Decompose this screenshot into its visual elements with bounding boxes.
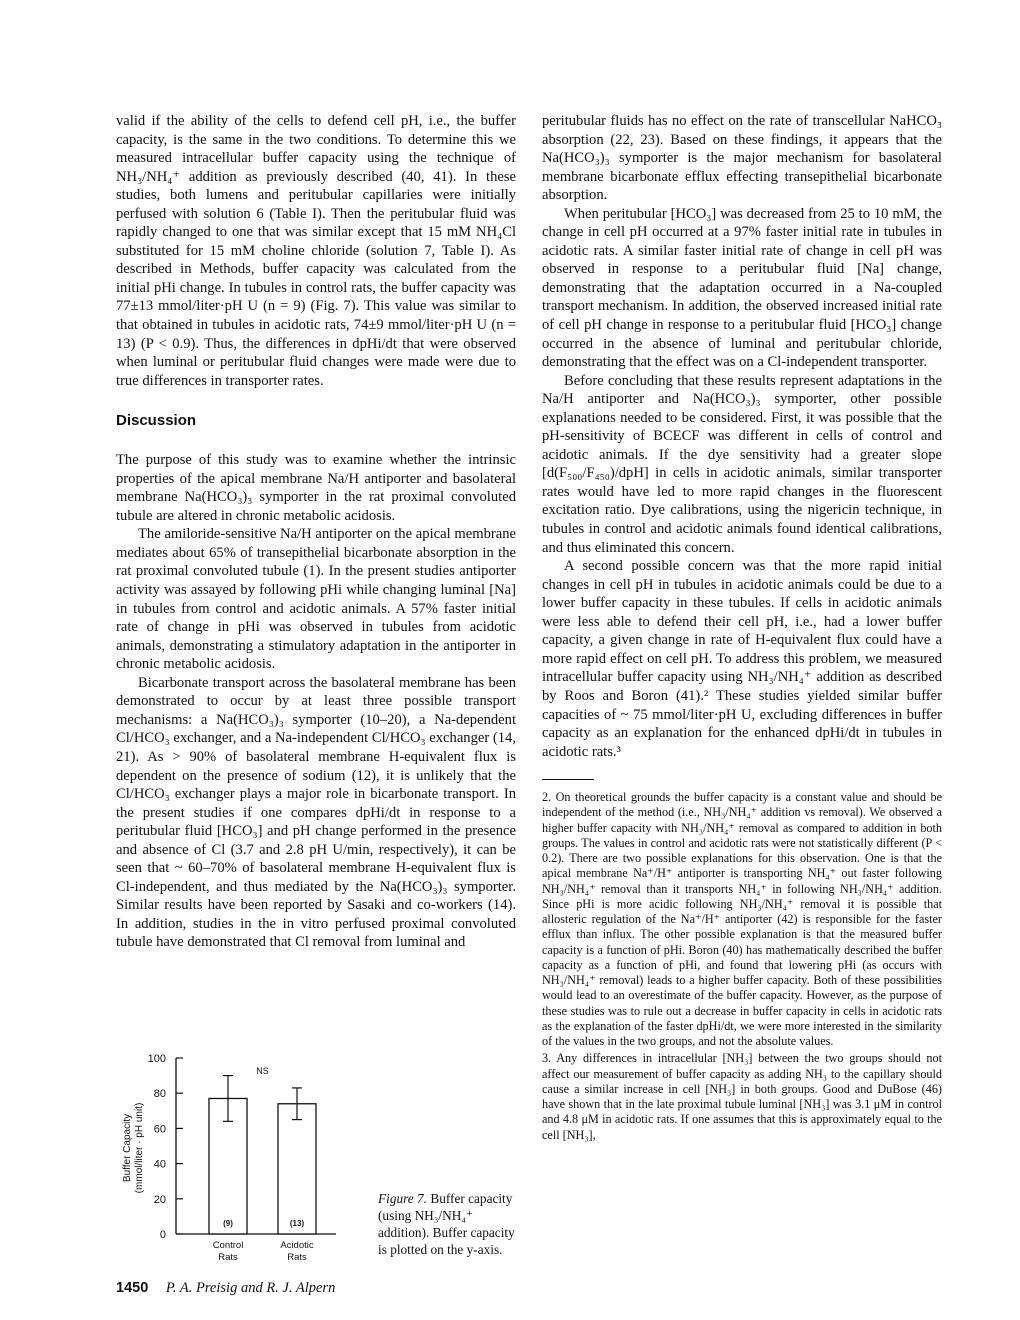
paragraph: The purpose of this study was to examine whether the intrinsic properties of the apical membrane Na/H antiporter and basolateral membrane Na(HCO₃)₃ symporter in the rat proximal convoluted tubule are altered in chronic metabolic acidosis. xyxy=(116,452,516,524)
y-tick-label: 100 xyxy=(147,1053,166,1065)
running-authors: P. A. Preisig and R. J. Alpern xyxy=(165,1280,336,1296)
x-tick-label: Acidotic xyxy=(280,1240,314,1251)
figure-caption xyxy=(378,1190,526,1258)
significance-annotation: NS xyxy=(256,1065,269,1076)
bar-n-label: (9) xyxy=(223,1219,233,1228)
y-tick-label: 0 xyxy=(159,1229,166,1241)
x-tick-label: Rats xyxy=(287,1252,307,1263)
figure-caption-text: Buffer capacity (using NH₃/NH₄⁺ addition). Buffer capacity is plotted on the y-axis. xyxy=(378,1191,515,1257)
bar xyxy=(278,1104,316,1234)
buffer-capacity-chart xyxy=(116,1038,376,1270)
paragraph: A second possible concern was that the more rapid initial changes in cell pH in tubules in acidotic animals could be due to a lower buffer capacity in these tubules. If cells in acidotic animals were less able to defend their cell pH, i.e., had a lower buffer capacity, a given change in rate of H-equivalent flux could have a more rapid effect on cell pH. To address this problem, we measured intracellular buffer capacity using NH₃/NH₄⁺ addition as described by Roos and Boron (41).² These studies yielded similar buffer capacities of ~ 75 mmol/liter·pH U, excluding differences in buffer capacity as an explanation for the enhanced dpHi/dt in tubules in acidotic rats.³ xyxy=(542,558,942,760)
x-tick-label: Control xyxy=(212,1240,244,1251)
paragraph: valid if the ability of the cells to defend cell pH, i.e., the buffer capacity, is the same in the two conditions. To determine this we measured intracellular buffer capacity using the technique of NH₃/NH₄⁺ addition as previously described (40, 41). In these studies, both lumens and peritubular capillaries were initially perfused with solution 6 (Table I). Then the peritubular fluid was rapidly changed to one that was similar except that 15 mM NH₄Cl substituted for 15 mM choline chloride (solution 7, Table I). As described in Methods, buffer capacity was calculated from the initial pHi change. In tubules in control rats, the buffer capacity was 77±13 mmol/liter·pH U (n = 9) (Fig. 7). This value was similar to that obtained in tubules in acidotic rats, 74±9 mmol/liter·pH U (n = 13) (P < 0.9). Thus, the differences in dpHi/dt that were observed when luminal or peritubular fluid changes were made were due to true differences in transporter rates. xyxy=(116,113,516,389)
paragraph: peritubular fluids has no effect on the rate of transcellular NaHCO₃ absorption (22, 23). Based on these findings, it appears that the Na(HCO₃)₃ symporter is the major mechanism for basolateral membrane bicarbonate efflux effecting transepithelial bicarbonate absorption. xyxy=(542,113,942,204)
page-number: 1450 xyxy=(116,1280,149,1296)
y-tick-label: 20 xyxy=(153,1193,166,1206)
footnote: 3. Any differences in intracellular [NH₃] between the two groups should not affect our measurement of buffer capacity as adding NH₃ to the capillary should cause a similar increase in cell [NH₃] in both groups. Good and DuBose (46) have shown that in the late proximal tubule luminal [NH₃] was 3.1 μM in control and 4.8 μM in acidotic rats. If one assumes that this is approximately equal to the cell [NH₃], xyxy=(542,1051,942,1142)
paragraph: Bicarbonate transport across the basolateral membrane has been demonstrated to occur by at least three possible transport mechanisms: a Na(HCO₃)₃ symporter (10–20), a Na-dependent Cl/HCO₃ exchanger, and a Na-independent Cl/HCO₃ exchanger (14, 21). As > 90% of basolateral membrane H-equivalent flux is dependent on the presence of sodium (12), it is unlikely that the Cl/HCO₃ exchanger plays a major role in bicarbonate transport. In the present studies if one compares dpHi/dt in response to a peritubular fluid [HCO₃] and pH change performed in the presence and absence of Cl (3.7 and 2.8 pH U/min, respectively), it can be seen that ~ 60–70% of basolateral membrane H-equivalent flux is Cl-independent, and thus mediated by the Na(HCO₃)₃ symporter. Similar results have been reported by Sasaki and co-workers (14). In addition, studies in the in vitro perfused proximal convoluted tubule have demonstrated that Cl removal from luminal and xyxy=(116,674,516,951)
right-column xyxy=(542,112,942,1143)
y-tick-label: 60 xyxy=(153,1123,166,1136)
footnote-divider xyxy=(542,779,594,780)
y-axis-title: (mmol/liter · pH unit) xyxy=(134,1102,145,1194)
bar-n-label: (13) xyxy=(289,1219,305,1228)
y-tick-label: 40 xyxy=(153,1158,166,1171)
figure-label: Figure 7. xyxy=(378,1191,427,1206)
paragraph: Before concluding that these results represent adaptations in the Na/H antiporter and Na(HCO₃)₃ symporter, other possible explanations needed to be considered. First, it was possible that the pH-sensitivity of BCECF was different in cells of control and acidotic animals. If the dye sensitivity had a greater slope [d(F₅₀₀/F₄₅₀)/dpH] in cells in acidotic animals, similar transporter rates would have led to more rapid changes in the fluorescent excitation ratio. Dye calibrations, using the nigericin technique, in tubules in control and acidotic animals found identical calibrations, and thus eliminated this concern. xyxy=(542,372,942,556)
left-column xyxy=(116,112,516,952)
y-axis-title: Buffer Capacity xyxy=(122,1113,133,1183)
y-tick-label: 80 xyxy=(153,1088,166,1101)
paragraph: When peritubular [HCO₃] was decreased from 25 to 10 mM, the change in cell pH occurred at a 97% faster initial rate in tubules in acidotic rats. A similar faster initial rate of change in cell pH was observed in response to a peritubular fluid [Na] change, demonstrating that the adaptation occurred in a Na-coupled transport mechanism. In addition, the observed increased initial rate of cell pH change in response to a peritubular fluid [HCO₃] change occurred in the absence of luminal and peritubular chloride, demonstrating that the effect was on a Cl-independent transporter. xyxy=(542,205,942,371)
paragraph: The amiloride-sensitive Na/H antiporter on the apical membrane mediates about 65% of transepithelial bicarbonate absorption in the rat proximal convoluted tubule (1). In the present studies antiporter activity was assayed by following pHi while changing luminal [Na] in tubules from control and acidotic animals. A 57% faster initial rate of change in pHi was observed in tubules from acidotic animals, demonstrating a stimulatory adaptation in the antiporter in chronic metabolic acidosis. xyxy=(116,526,516,673)
section-heading: Discussion xyxy=(116,412,197,430)
footnote: 2. On theoretical grounds the buffer capacity is a constant value and should be independent of the method (i.e., NH₃/NH₄⁺ addition vs removal). We observed a higher buffer capacity with NH₃/NH₄⁺ removal as compared to addition in both groups. The values in control and acidotic rats were not statistically different (P < 0.2). There are two possible explanations for this observation. One is that the apical membrane Na⁺/H⁺ antiporter is transporting NH₄⁺ out faster following NH₃/NH₄⁺ removal than it transports NH₄⁺ in following NH₃/NH₄⁺ addition. Since pHi is more acidic following NH₃/NH₄⁺ removal it is possible that allosteric regulation of the Na⁺/H⁺ antiporter (42) is responsible for the faster efflux than influx. The other possible explanation is that the measured buffer capacity is a function of pHi. Boron (40) has mathematically described the buffer capacity as a function of pHi, and found that lowering pHi (as occurs with NH₃/NH₄⁺ removal) leads to a higher buffer capacity. Both of these possibilities would lead to an overestimate of the buffer capacity. However, as the purpose of these studies was to rule out a decrease in buffer capacity in cells in acidotic rats as the explanation of the faster dpHi/dt, we were more interested in the similarity of the values in the two groups, and not the absolute values. xyxy=(542,790,942,1049)
figure-7 xyxy=(116,1038,526,1270)
x-tick-label: Rats xyxy=(218,1252,238,1263)
page-footer xyxy=(116,1280,335,1297)
